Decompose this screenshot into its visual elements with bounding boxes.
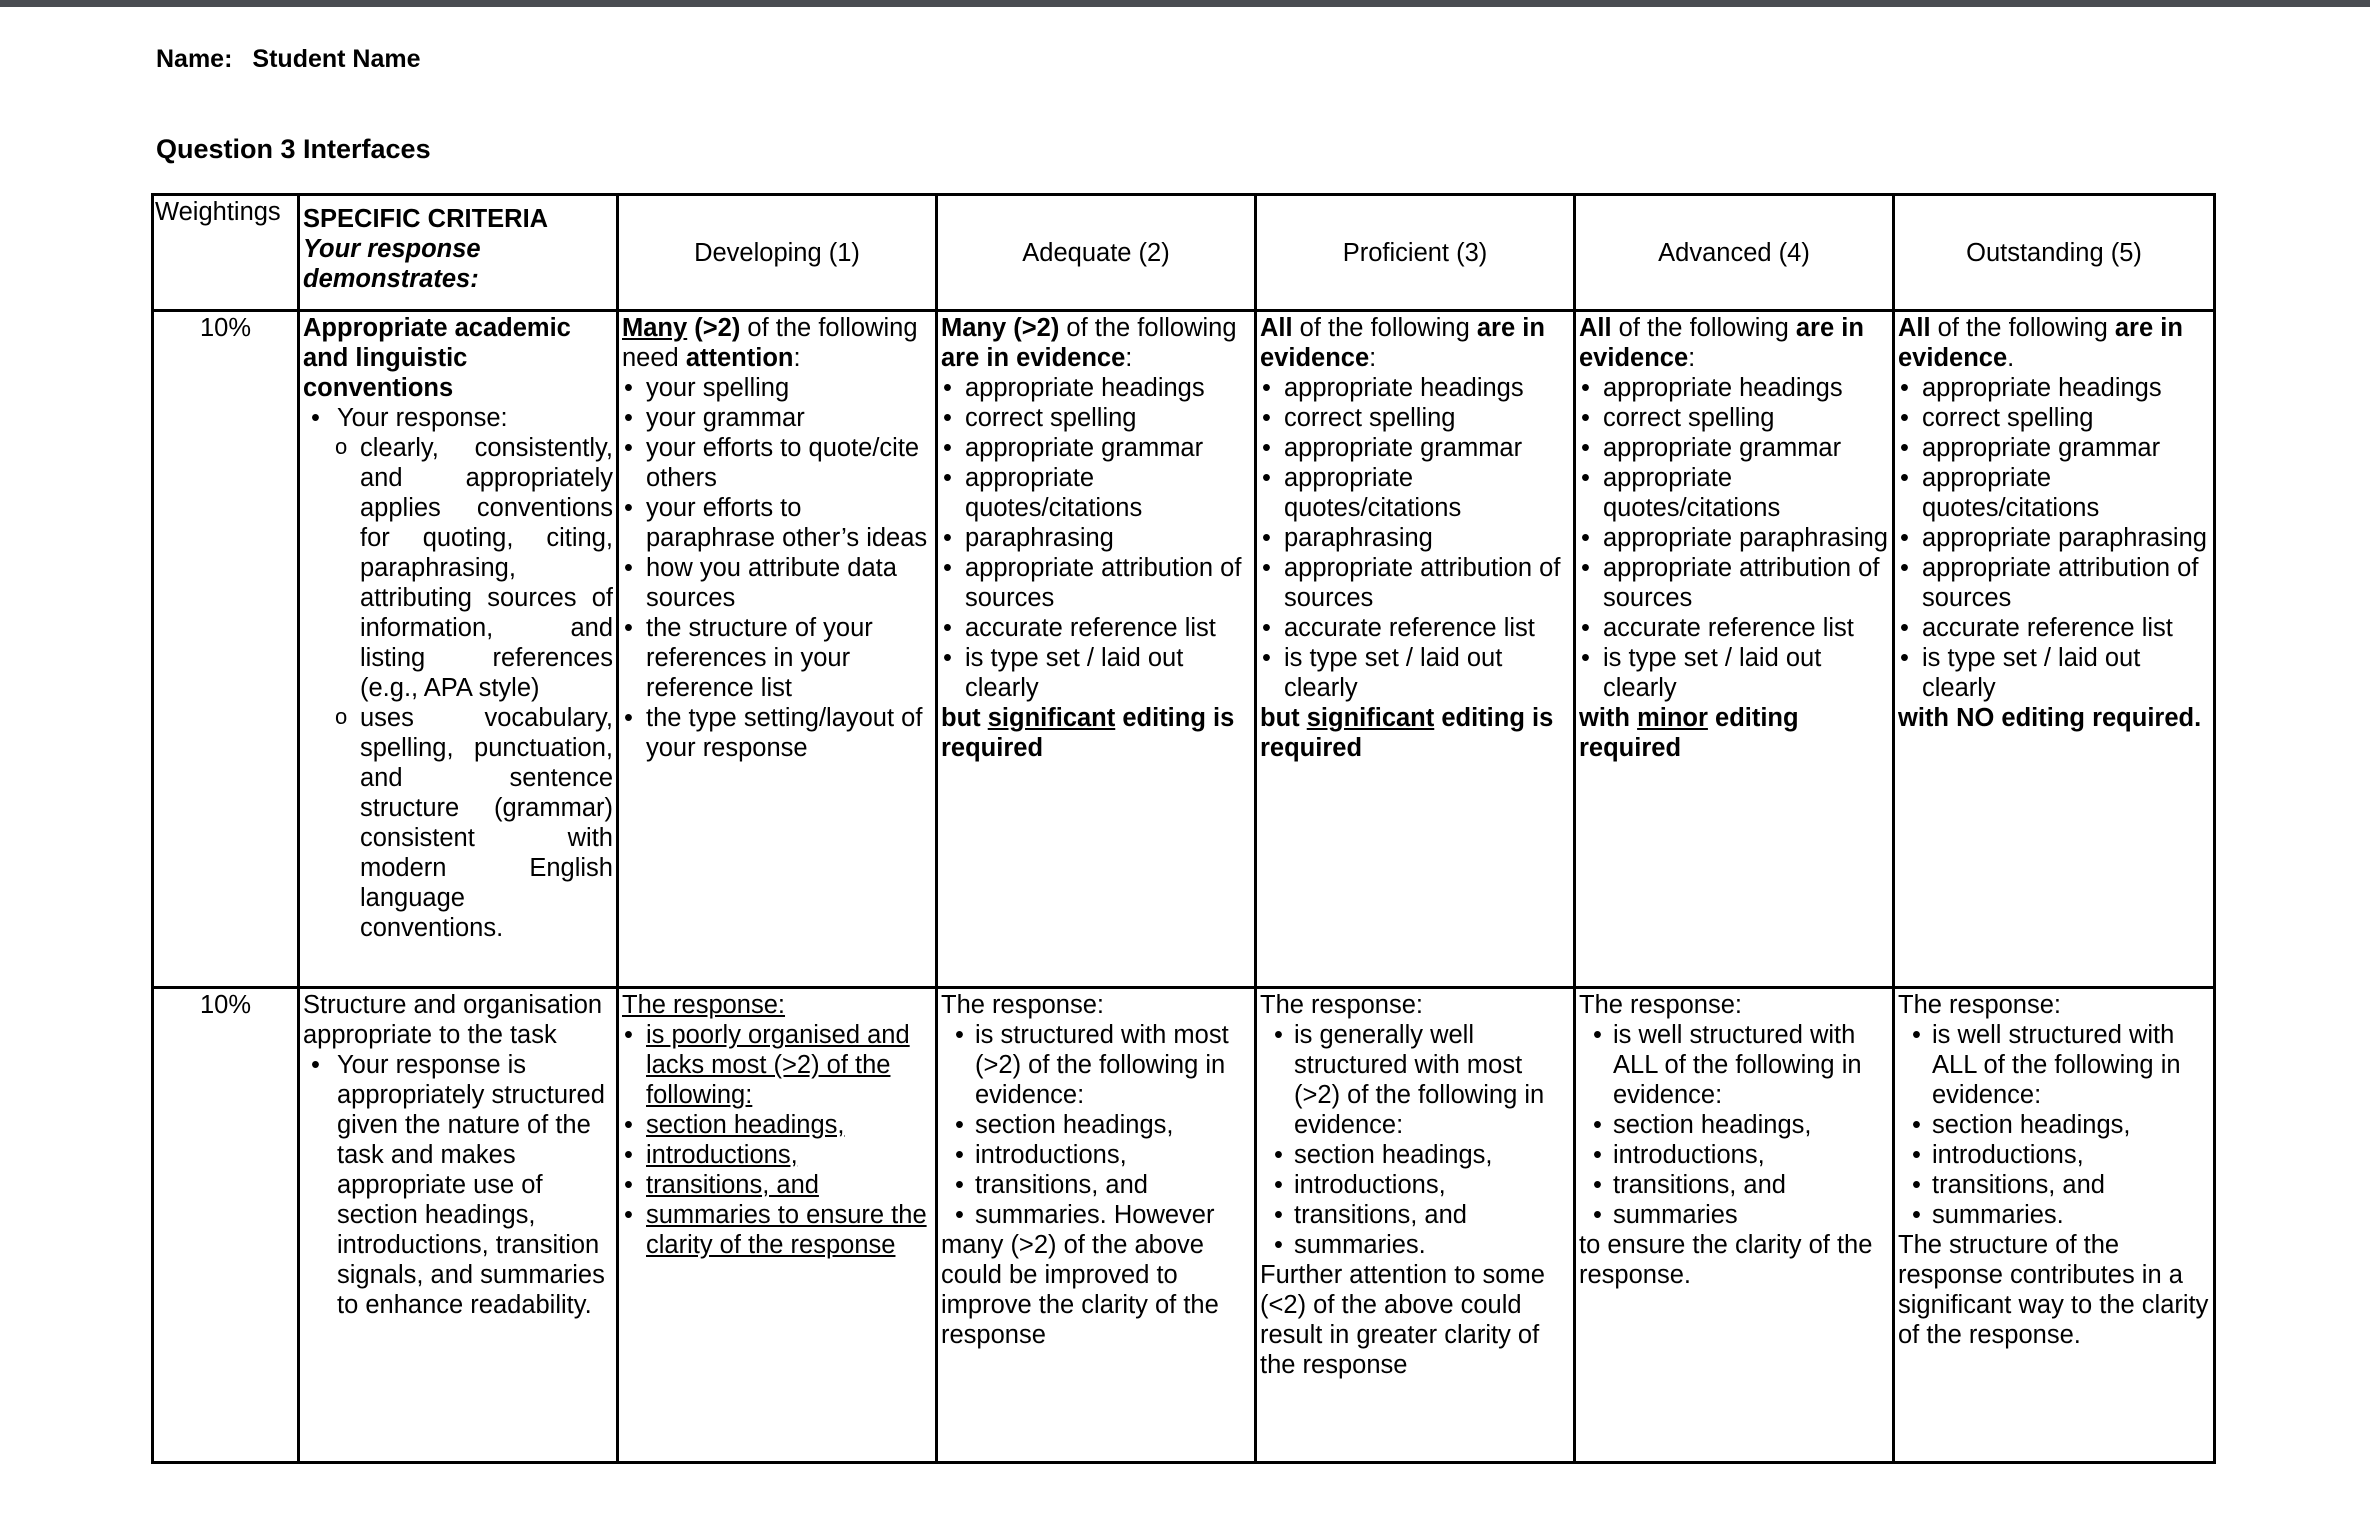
rubric-table	[151, 193, 2216, 1464]
criterion-list	[303, 1050, 613, 1320]
list-item: • transitions, and	[1579, 1170, 1889, 1200]
list-item: • the type setting/layout of your response	[622, 703, 932, 763]
list-item: o uses vocabulary, spelling, punctuation, and sentence structure (grammar) consistent with modern English language conventions.	[328, 703, 613, 943]
outstanding-cell	[1894, 311, 2215, 988]
cell-tail: but significant editing is required	[941, 704, 1235, 762]
cell-list	[941, 1020, 1251, 1230]
list-item: • appropriate attribution of sources	[941, 553, 1251, 613]
list-item	[303, 403, 613, 433]
list-item: • your efforts to paraphrase other’s ideas	[622, 493, 932, 553]
cell-tail: but significant editing is required	[1260, 704, 1554, 762]
criteria-subtitle: Your response demonstrates:	[303, 235, 481, 293]
cell-list	[1260, 1020, 1570, 1260]
cell-list	[1898, 1020, 2210, 1230]
list-item: • your grammar	[622, 403, 932, 433]
list-item: • transitions, and	[1898, 1170, 2210, 1200]
list-item: • paraphrasing	[1260, 523, 1570, 553]
cell-list	[1579, 1020, 1889, 1230]
list-item: • introductions,	[1579, 1140, 1889, 1170]
list-item: • correct spelling	[1579, 403, 1889, 433]
list-item: • introductions,	[1260, 1170, 1570, 1200]
name-label: Name:	[156, 45, 233, 73]
level-header-adequate: Adequate (2)	[937, 195, 1256, 311]
cell-lead: The response:	[1579, 991, 1743, 1019]
list-item: • appropriate quotes/citations	[1898, 463, 2210, 523]
criterion-list	[303, 403, 613, 433]
cell-lead: The response:	[941, 991, 1105, 1019]
top-bar	[0, 0, 2370, 7]
criterion-cell	[299, 988, 618, 1463]
cell-lead: Many (>2) of the following need attention:	[622, 314, 918, 372]
list-item: • appropriate headings	[941, 373, 1251, 403]
list-item: • appropriate grammar	[1260, 433, 1570, 463]
list-item: • is well structured with ALL of the following in evidence:	[1898, 1020, 2210, 1110]
list-item: • appropriate grammar	[941, 433, 1251, 463]
list-item: • transitions, and	[1260, 1200, 1570, 1230]
outstanding-cell	[1894, 988, 2215, 1463]
list-item: • section headings,	[1260, 1140, 1570, 1170]
level-header-proficient: Proficient (3)	[1256, 195, 1575, 311]
list-item: • is type set / laid out clearly	[1260, 643, 1570, 703]
cell-lead: All of the following are in evidence:	[1579, 314, 1864, 372]
list-item: • appropriate grammar	[1579, 433, 1889, 463]
cell-tail: The structure of the response contributes in a significant way to the clarity of the response.	[1898, 1231, 2209, 1349]
cell-tail: Further attention to some (<2) of the above could result in greater clarity of the response	[1260, 1261, 1545, 1379]
cell-tail: to ensure the clarity of the response.	[1579, 1231, 1873, 1289]
list-item: • introductions,	[1898, 1140, 2210, 1170]
list-item: • appropriate headings	[1260, 373, 1570, 403]
list-item: • summaries to ensure the clarity of the response	[622, 1200, 932, 1260]
list-item: • is type set / laid out clearly	[1898, 643, 2210, 703]
student-name-line	[156, 45, 421, 74]
list-item: • transitions, and	[622, 1170, 932, 1200]
criterion-row-structure	[153, 988, 2215, 1463]
level-header-developing: Developing (1)	[618, 195, 937, 311]
adequate-cell	[937, 988, 1256, 1463]
list-item: • is generally well structured with most (>2) of the following in evidence:	[1260, 1020, 1570, 1140]
list-item: o clearly, consistently, and appropriately applies conventions for quoting, citing, paraphrasing, attributing sources of information, and listing references (e.g., APA style)	[328, 433, 613, 703]
list-item: • is type set / laid out clearly	[1579, 643, 1889, 703]
weightings-header: Weightings	[153, 195, 299, 311]
list-item: • paraphrasing	[941, 523, 1251, 553]
criteria-title: SPECIFIC CRITERIA	[303, 205, 549, 233]
cell-lead: All of the following are in evidence.	[1898, 314, 2183, 372]
list-item: • appropriate grammar	[1898, 433, 2210, 463]
list-item: • section headings,	[941, 1110, 1251, 1140]
list-item: • accurate reference list	[1579, 613, 1889, 643]
list-item: • summaries.	[1260, 1230, 1570, 1260]
list-item: • is well structured with ALL of the following in evidence:	[1579, 1020, 1889, 1110]
list-item: • summaries.	[1898, 1200, 2210, 1230]
cell-tail: with minor editing required	[1579, 704, 1799, 762]
cell-lead: All of the following are in evidence:	[1260, 314, 1545, 372]
list-item: • appropriate attribution of sources	[1898, 553, 2210, 613]
list-item: • appropriate headings	[1898, 373, 2210, 403]
list-item: • introductions,	[622, 1140, 932, 1170]
list-item: • appropriate headings	[1579, 373, 1889, 403]
cell-tail: many (>2) of the above could be improved to improve the clarity of the response	[941, 1231, 1219, 1349]
list-item: • correct spelling	[1260, 403, 1570, 433]
header-row	[153, 195, 2215, 311]
criterion-row-conventions	[153, 311, 2215, 988]
cell-list	[622, 373, 932, 763]
list-item: • section headings,	[1898, 1110, 2210, 1140]
advanced-cell	[1575, 988, 1894, 1463]
list-item: • appropriate paraphrasing	[1579, 523, 1889, 553]
criterion-cell	[299, 311, 618, 988]
list-item: • is structured with most (>2) of the following in evidence:	[941, 1020, 1251, 1110]
criterion-title: Appropriate academic and linguistic conventions	[303, 314, 571, 402]
list-item: • transitions, and	[941, 1170, 1251, 1200]
cell-list	[622, 1020, 932, 1260]
list-item: • section headings,	[622, 1110, 932, 1140]
cell-lead: The response:	[1260, 991, 1424, 1019]
list-item: • is poorly organised and lacks most (>2) of the following:	[622, 1020, 932, 1110]
list-item: • accurate reference list	[1260, 613, 1570, 643]
list-item: • your spelling	[622, 373, 932, 403]
list-item: • introductions,	[941, 1140, 1251, 1170]
criterion-title: Structure and organisation appropriate to the task	[303, 991, 603, 1049]
list-item: • correct spelling	[1898, 403, 2210, 433]
list-item: • appropriate quotes/citations	[1260, 463, 1570, 523]
developing-cell	[618, 311, 937, 988]
list-item: • accurate reference list	[941, 613, 1251, 643]
list-item: • is type set / laid out clearly	[941, 643, 1251, 703]
criteria-header	[299, 195, 618, 311]
list-item: • accurate reference list	[1898, 613, 2210, 643]
cell-list	[1579, 373, 1889, 703]
list-item: • the structure of your references in your reference list	[622, 613, 932, 703]
list-item: • appropriate paraphrasing	[1898, 523, 2210, 553]
proficient-cell	[1256, 988, 1575, 1463]
cell-list	[1260, 373, 1570, 703]
cell-list	[941, 373, 1251, 703]
list-item: • appropriate quotes/citations	[941, 463, 1251, 523]
cell-list	[1898, 373, 2210, 703]
name-value: Student Name	[252, 45, 421, 73]
list-item: • how you attribute data sources	[622, 553, 932, 613]
cell-lead: Many (>2) of the following are in evidence:	[941, 314, 1237, 372]
proficient-cell	[1256, 311, 1575, 988]
criterion-intro: Your response:	[337, 404, 508, 432]
adequate-cell	[937, 311, 1256, 988]
developing-cell	[618, 988, 937, 1463]
advanced-cell	[1575, 311, 1894, 988]
list-item: • Your response is appropriately structured given the nature of the task and makes appropriate use of section headings, introductions, transition signals, and summaries to enhance readability.	[303, 1050, 613, 1320]
list-item: • summaries. However	[941, 1200, 1251, 1230]
list-item: • appropriate quotes/citations	[1579, 463, 1889, 523]
question-title: Question 3 Interfaces	[156, 134, 431, 164]
list-item: • section headings,	[1579, 1110, 1889, 1140]
level-header-outstanding: Outstanding (5)	[1894, 195, 2215, 311]
list-item: • correct spelling	[941, 403, 1251, 433]
cell-tail: with NO editing required.	[1898, 704, 2202, 732]
level-header-advanced: Advanced (4)	[1575, 195, 1894, 311]
cell-lead: The response:	[1898, 991, 2062, 1019]
list-item: • appropriate attribution of sources	[1579, 553, 1889, 613]
weight-cell: 10%	[153, 988, 299, 1463]
list-item: • your efforts to quote/cite others	[622, 433, 932, 493]
weight-cell: 10%	[153, 311, 299, 988]
criterion-sublist	[303, 433, 613, 943]
list-item: • summaries	[1579, 1200, 1889, 1230]
list-item: • appropriate attribution of sources	[1260, 553, 1570, 613]
cell-lead: The response:	[622, 991, 786, 1019]
